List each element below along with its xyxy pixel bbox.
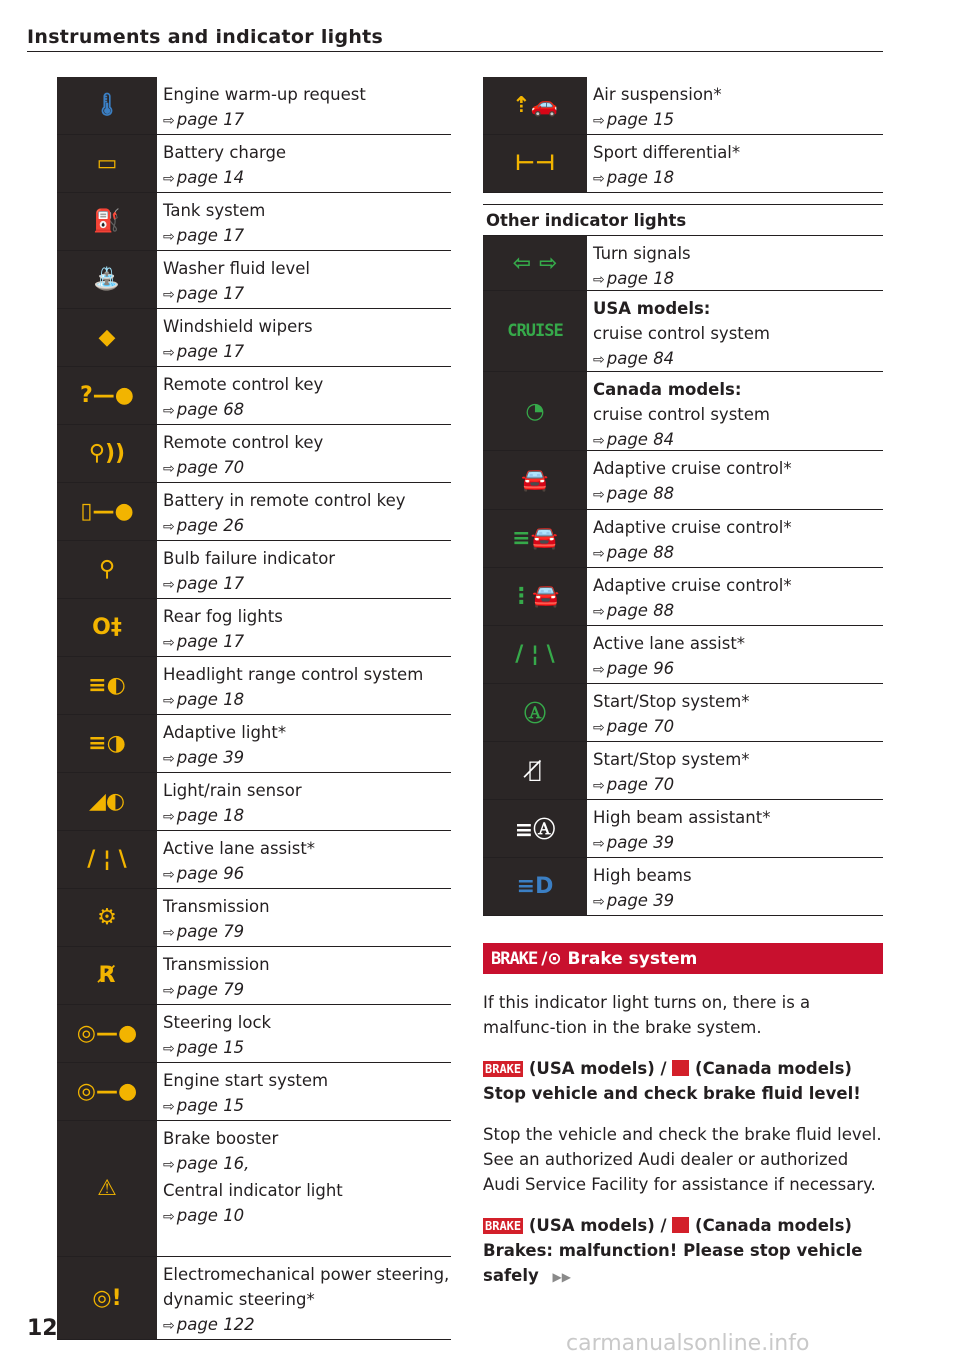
indicator-description [587, 742, 750, 799]
indicator-description [157, 1063, 328, 1120]
arrow-right-icon: ⇨ [163, 1318, 175, 1334]
indicator-label: Start/Stop system* [593, 750, 750, 769]
indicator-description [157, 831, 315, 888]
indicator-description [587, 451, 792, 509]
arrow-right-icon: ⇨ [163, 403, 175, 419]
page-reference-link[interactable] [163, 513, 406, 540]
indicator-description [157, 77, 366, 134]
arrow-right-icon: ⇨ [163, 461, 175, 477]
page-reference-link[interactable] [593, 598, 792, 625]
indicator-description [157, 541, 335, 598]
indicator-row [483, 568, 883, 626]
indicator-description [587, 626, 745, 683]
indicator-label: Adaptive cruise control* [593, 459, 792, 478]
page-reference-link[interactable] [593, 888, 692, 915]
brake-canada-label-2: (Canada models) [695, 1216, 852, 1235]
indicator-description [157, 657, 423, 714]
indicator-description [157, 715, 286, 772]
indicator-row [57, 251, 451, 309]
arrow-right-icon: ⇨ [593, 433, 605, 449]
indicator-row [483, 742, 883, 800]
page-reference-link[interactable] [163, 223, 265, 250]
indicator-row [57, 1005, 451, 1063]
arrow-right-icon: ⇨ [163, 345, 175, 361]
warning-triangle-icon [57, 1121, 157, 1256]
light-rain-sensor-icon [57, 773, 157, 830]
sport-differential-icon [483, 135, 587, 192]
page-reference-text: page 15 [606, 110, 675, 129]
indicator-description [157, 773, 302, 830]
page-reference-text: page 88 [606, 601, 675, 620]
indicator-glyph: ▭ [96, 151, 118, 176]
indicator-glyph: ⊢⊣ [514, 151, 556, 176]
page-reference-text: page 15 [176, 1096, 245, 1115]
page-reference-text: page 70 [606, 717, 675, 736]
page-reference-text: page 84 [606, 349, 675, 368]
arrow-right-icon: ⇨ [593, 836, 605, 852]
page-reference-text: page 18 [606, 168, 675, 187]
indicator-row [57, 947, 451, 1005]
market-label: Canada models: [593, 380, 742, 399]
brake-usa-label: (USA models) / [528, 1059, 667, 1078]
indicator-glyph: O‡ [92, 615, 122, 640]
windshield-wiper-icon [57, 309, 157, 366]
indicator-label: Washer fluid level [163, 259, 310, 278]
indicator-description [157, 193, 265, 250]
indicator-label: Light/rain sensor [163, 781, 302, 800]
indicator-glyph: / ¦ \ [515, 642, 555, 667]
page-reference-link[interactable] [163, 339, 313, 366]
page-reference-link[interactable] [163, 455, 323, 482]
page-reference-text: page 10 [176, 1206, 245, 1225]
indicator-row [57, 1063, 451, 1121]
indicator-label: Bulb failure indicator [163, 549, 336, 568]
indicator-label: cruise control system [593, 324, 770, 343]
indicator-glyph: ◎—● [76, 1021, 138, 1046]
page-reference-link[interactable] [593, 830, 770, 857]
indicator-glyph: ◔ [525, 398, 545, 424]
page-reference-link[interactable] [163, 107, 366, 134]
indicator-glyph: ⚲ [98, 557, 116, 582]
indicator-row [483, 451, 883, 510]
lane-assist-icon [57, 831, 157, 888]
indicator-label: Engine warm-up request [163, 85, 366, 104]
market-label: USA models: [593, 299, 711, 318]
indicator-glyph: ⋮🚘 [510, 584, 560, 609]
brake-banner-title: /⊙ Brake system [541, 948, 698, 969]
indicator-row [57, 657, 451, 715]
indicator-label: Windshield wipers [163, 317, 313, 336]
page-reference-link[interactable] [163, 629, 283, 656]
brake-system-banner [483, 943, 883, 974]
indicator-row [483, 626, 883, 684]
other-indicator-table [483, 236, 883, 916]
arrow-right-icon: ⇨ [163, 751, 175, 767]
left-indicator-table [57, 77, 451, 1340]
arrow-right-icon: ⇨ [163, 519, 175, 535]
page-reference-text: page 96 [606, 659, 675, 678]
indicator-description [157, 425, 323, 482]
arrow-right-icon: ⇨ [593, 113, 605, 129]
indicator-label: Electromechanical power steering, [163, 1265, 450, 1284]
lane-assist-icon [483, 626, 587, 683]
transmission-reverse-icon [57, 947, 157, 1004]
power-steering-icon [57, 1257, 157, 1339]
page-reference-link[interactable] [163, 687, 423, 714]
indicator-row [57, 367, 451, 425]
start-stop-icon [483, 684, 587, 741]
adaptive-cruise-gap-icon [483, 568, 587, 625]
indicator-row [57, 1257, 451, 1340]
page-reference-link[interactable] [163, 977, 270, 1004]
page-reference-link[interactable] [163, 1151, 343, 1178]
page-reference-link[interactable] [163, 745, 286, 772]
page-reference-link[interactable] [163, 281, 310, 308]
fuel-pump-icon [57, 193, 157, 250]
page-reference-text: page 18 [176, 806, 245, 825]
arrow-right-icon: ⇨ [593, 352, 605, 368]
transmission-icon [57, 889, 157, 946]
indicator-description [157, 251, 310, 308]
page-reference-text: page 17 [176, 632, 245, 651]
indicator-label: Steering lock [163, 1013, 272, 1032]
indicator-description [157, 947, 270, 1004]
air-suspension-icon [483, 77, 587, 134]
indicator-glyph: ⚲)) [88, 441, 126, 466]
header-divider [27, 51, 883, 52]
page-number: 12 [27, 1316, 58, 1341]
right-column [483, 77, 883, 1290]
indicator-glyph: ⛲ [93, 267, 121, 292]
page-reference-link[interactable] [593, 107, 722, 134]
arrow-right-icon: ⇨ [593, 546, 605, 562]
page-reference-link[interactable] [593, 266, 691, 293]
page-reference-link[interactable] [163, 165, 286, 192]
indicator-glyph: ≡Ⓐ [514, 818, 556, 843]
page-reference-link[interactable] [593, 481, 792, 508]
page-reference-link[interactable] [163, 861, 315, 888]
arrow-right-icon: ⇨ [593, 720, 605, 736]
indicator-label: cruise control system [593, 405, 770, 424]
indicator-label: Battery in remote control key [163, 491, 406, 510]
page-reference-link[interactable] [593, 427, 770, 454]
indicator-row [483, 510, 883, 568]
indicator-glyph: ⛽ [93, 209, 121, 234]
indicator-description [587, 291, 770, 371]
indicator-row [57, 715, 451, 773]
indicator-glyph: ≡D [516, 874, 554, 899]
indicator-glyph: ▯—● [80, 499, 134, 524]
page-reference-text: page 88 [606, 543, 675, 562]
right-indicator-table [483, 77, 883, 193]
indicator-label: Active lane assist* [593, 634, 746, 653]
brake-canada-label: (Canada models) Stop vehicle and check brake fluid level! [483, 1059, 861, 1103]
start-stop-off-icon [483, 742, 587, 799]
indicator-row [57, 889, 451, 947]
brake-usa-label-2: (USA models) / [528, 1216, 667, 1235]
indicator-label: Turn signals [593, 244, 691, 263]
indicator-description [587, 858, 692, 915]
key-battery-icon [57, 483, 157, 540]
indicator-glyph: Ⓐ [523, 702, 546, 727]
page-reference-link[interactable] [163, 1035, 271, 1062]
brake-word-icon: BRAKE [491, 948, 538, 969]
indicator-glyph: ⚙ [97, 905, 117, 930]
page-reference-text: page 96 [176, 864, 245, 883]
indicator-description [587, 372, 770, 450]
speedometer-cruise-icon [483, 372, 587, 450]
indicator-glyph: ≡◐ [88, 673, 126, 698]
indicator-label: Adaptive cruise control* [593, 518, 792, 537]
page-reference-link[interactable] [593, 165, 740, 192]
arrow-right-icon: ⇨ [163, 577, 175, 593]
page-reference-link[interactable] [163, 1203, 343, 1230]
indicator-label: Central indicator light [163, 1181, 343, 1200]
indicator-label: Start/Stop system* [593, 692, 750, 711]
brake-badge-icon: BRAKE [485, 1062, 522, 1076]
indicator-row [57, 1121, 451, 1257]
page-reference-text: page 39 [606, 891, 675, 910]
key-question-icon [57, 367, 157, 424]
page-reference-link[interactable] [593, 714, 750, 741]
indicator-glyph: Ⓐ̸ [528, 758, 542, 783]
indicator-description [587, 568, 792, 625]
indicator-description [157, 889, 270, 946]
indicator-row [57, 831, 451, 889]
indicator-glyph: ◎! [92, 1285, 122, 1311]
indicator-row [483, 858, 883, 916]
arrow-right-icon: ⇨ [163, 113, 175, 129]
page-header-title: Instruments and indicator lights [27, 26, 384, 48]
indicator-description [587, 135, 740, 192]
watermark-text: carmanualsonline.info [566, 1331, 810, 1356]
indicator-description [587, 236, 691, 290]
cruise-text-icon [483, 291, 587, 371]
indicator-label: Brake booster [163, 1129, 279, 1148]
adaptive-light-icon [57, 715, 157, 772]
indicator-label: dynamic steering* [163, 1290, 315, 1309]
indicator-label: Rear fog lights [163, 607, 283, 626]
indicator-row [483, 372, 883, 451]
indicator-label: Headlight range control system [163, 665, 424, 684]
indicator-label: Air suspension* [593, 85, 722, 104]
indicator-glyph: CRUISE [507, 321, 563, 341]
indicator-row [57, 483, 451, 541]
indicator-label: Tank system [163, 201, 266, 220]
arrow-right-icon: ⇨ [163, 925, 175, 941]
indicator-label: Transmission [163, 897, 270, 916]
arrow-right-icon: ⇨ [593, 272, 605, 288]
headlight-range-icon [57, 657, 157, 714]
indicator-label: Engine start system [163, 1071, 329, 1090]
page-reference-text: page 70 [176, 458, 245, 477]
page-reference-text: page 79 [176, 980, 245, 999]
page-reference-text: page 17 [176, 284, 245, 303]
page-reference-text: page 39 [606, 833, 675, 852]
page-reference-text: page 17 [176, 574, 245, 593]
brake-badge-icon: BRAKE [485, 1219, 522, 1233]
page-reference-text: page 70 [606, 775, 675, 794]
adaptive-cruise-distance-icon [483, 510, 587, 567]
arrow-right-icon: ⇨ [593, 171, 605, 187]
high-beam-assist-icon [483, 800, 587, 857]
page-reference-text: page 26 [176, 516, 245, 535]
turn-signal-icon [483, 236, 587, 290]
indicator-label: Adaptive cruise control* [593, 576, 792, 595]
arrow-right-icon: ⇨ [163, 171, 175, 187]
indicator-glyph: 🚘 [521, 467, 549, 493]
adaptive-cruise-car-icon [483, 451, 587, 509]
page-reference-text: page 39 [176, 748, 245, 767]
indicator-glyph: ⇦ ⇨ [512, 250, 558, 276]
page-reference-text: page 14 [176, 168, 245, 187]
indicator-description [157, 309, 313, 366]
indicator-description [157, 367, 323, 424]
page-reference-link[interactable] [163, 1093, 328, 1120]
indicator-row [483, 77, 883, 135]
arrow-right-icon: ⇨ [593, 894, 605, 910]
page-reference-text: page 68 [176, 400, 245, 419]
page-reference-text: page 17 [176, 342, 245, 361]
arrow-right-icon: ⇨ [163, 983, 175, 999]
page-reference-text: page 17 [176, 110, 245, 129]
indicator-description [587, 684, 750, 741]
indicator-description [157, 483, 406, 540]
indicator-row [57, 193, 451, 251]
arrow-right-icon: ⇨ [163, 809, 175, 825]
indicator-row [57, 541, 451, 599]
high-beam-icon [483, 858, 587, 915]
page-reference-text: page 88 [606, 484, 675, 503]
indicator-row [483, 135, 883, 193]
indicator-label: Adaptive light* [163, 723, 287, 742]
indicator-label: High beam assistant* [593, 808, 771, 827]
page-reference-text: page 18 [606, 269, 675, 288]
page-reference-link[interactable] [163, 397, 323, 424]
arrow-right-icon: ⇨ [163, 1209, 175, 1225]
page-reference-text: page 79 [176, 922, 245, 941]
indicator-glyph: 🌡 [93, 93, 121, 118]
rear-fog-light-icon [57, 599, 157, 656]
arrow-right-icon: ⇨ [593, 662, 605, 678]
indicator-description [157, 135, 286, 192]
indicator-description [157, 1257, 449, 1339]
brake-malfunction-warning [483, 1213, 883, 1290]
page-reference-text: page 122 [176, 1315, 255, 1334]
indicator-label: High beams [593, 866, 692, 885]
indicator-glyph: ⇡🚗 [512, 93, 558, 118]
engine-start-key-icon [57, 1063, 157, 1120]
indicator-row [483, 291, 883, 372]
arrow-right-icon: ⇨ [163, 287, 175, 303]
indicator-row [483, 236, 883, 291]
page-reference-link[interactable] [593, 656, 745, 683]
indicator-row [483, 800, 883, 858]
indicator-description [587, 800, 770, 857]
indicator-label: Active lane assist* [163, 839, 316, 858]
page-reference-link[interactable] [163, 571, 335, 598]
indicator-row [57, 135, 451, 193]
arrow-right-icon: ⇨ [593, 487, 605, 503]
arrow-right-icon: ⇨ [163, 1041, 175, 1057]
indicator-glyph: ◢◐ [88, 789, 126, 814]
indicator-row [57, 77, 451, 135]
page-reference-link[interactable] [163, 1312, 449, 1339]
arrow-right-icon: ⇨ [163, 693, 175, 709]
steering-lock-icon [57, 1005, 157, 1062]
brake-circle-icon [672, 1217, 689, 1233]
arrow-right-icon: ⇨ [593, 604, 605, 620]
indicator-label: Remote control key [163, 433, 324, 452]
other-indicators-section [483, 204, 883, 236]
indicator-label: Sport differential* [593, 143, 741, 162]
brake-intro-paragraph: If this indicator light turns on, there is a malfunc-tion in the brake system. [483, 993, 811, 1037]
bulb-failure-icon [57, 541, 157, 598]
indicator-label: Remote control key [163, 375, 324, 394]
brake-fluid-warning [483, 1056, 883, 1106]
indicator-glyph: R̸ [98, 963, 116, 988]
arrow-right-icon: ⇨ [163, 635, 175, 651]
indicator-glyph: ?—● [80, 383, 134, 408]
page-reference-text: page 18 [176, 690, 245, 709]
brake-instruction-paragraph: Stop the vehicle and check the brake fluid level. See an authorized Audi dealer or authorized Audi Service Facility for assistance if necessary. [483, 1125, 882, 1194]
indicator-glyph: ⚠ [97, 1176, 117, 1201]
indicator-row [57, 309, 451, 367]
arrow-right-icon: ⇨ [163, 1099, 175, 1115]
page-reference-text: page 84 [606, 430, 675, 449]
page-reference-link[interactable] [593, 540, 792, 567]
indicator-glyph: / ¦ \ [87, 847, 127, 872]
indicator-label: Battery charge [163, 143, 287, 162]
indicator-glyph: ◎—● [76, 1079, 138, 1104]
page-reference-text: page 16, [176, 1154, 250, 1173]
brake-circle-icon [672, 1060, 689, 1076]
indicator-description [157, 1121, 343, 1256]
page-reference-text: page 15 [176, 1038, 245, 1057]
page-reference-link[interactable] [163, 803, 302, 830]
indicator-glyph: ≡🚘 [512, 526, 558, 551]
indicator-glyph: ≡◑ [88, 731, 126, 756]
indicator-description [587, 77, 722, 134]
indicator-row [57, 425, 451, 483]
battery-icon [57, 135, 157, 192]
arrow-right-icon: ⇨ [163, 867, 175, 883]
page-reference-link[interactable] [163, 919, 270, 946]
indicator-row [483, 684, 883, 742]
other-indicators-heading: Other indicator lights [483, 205, 883, 236]
key-signal-icon [57, 425, 157, 482]
indicator-row [57, 599, 451, 657]
indicator-glyph: ◆ [98, 325, 116, 350]
arrow-right-icon: ⇨ [593, 778, 605, 794]
brake-malfunction-text: Brakes: malfunction! Please stop vehicle safely [483, 1241, 863, 1285]
page-reference-link[interactable] [593, 772, 750, 799]
indicator-description [587, 510, 792, 567]
arrow-right-icon: ⇨ [163, 1157, 175, 1173]
page-reference-text: page 17 [176, 226, 245, 245]
washer-fluid-icon [57, 251, 157, 308]
indicator-label: Transmission [163, 955, 270, 974]
page-reference-link[interactable] [593, 346, 770, 373]
arrow-right-icon: ⇨ [163, 229, 175, 245]
indicator-description [157, 599, 283, 656]
engine-temperature-icon [57, 77, 157, 134]
continue-arrow-icon: ▶▶ [552, 1270, 571, 1284]
indicator-description [157, 1005, 271, 1062]
indicator-row [57, 773, 451, 831]
